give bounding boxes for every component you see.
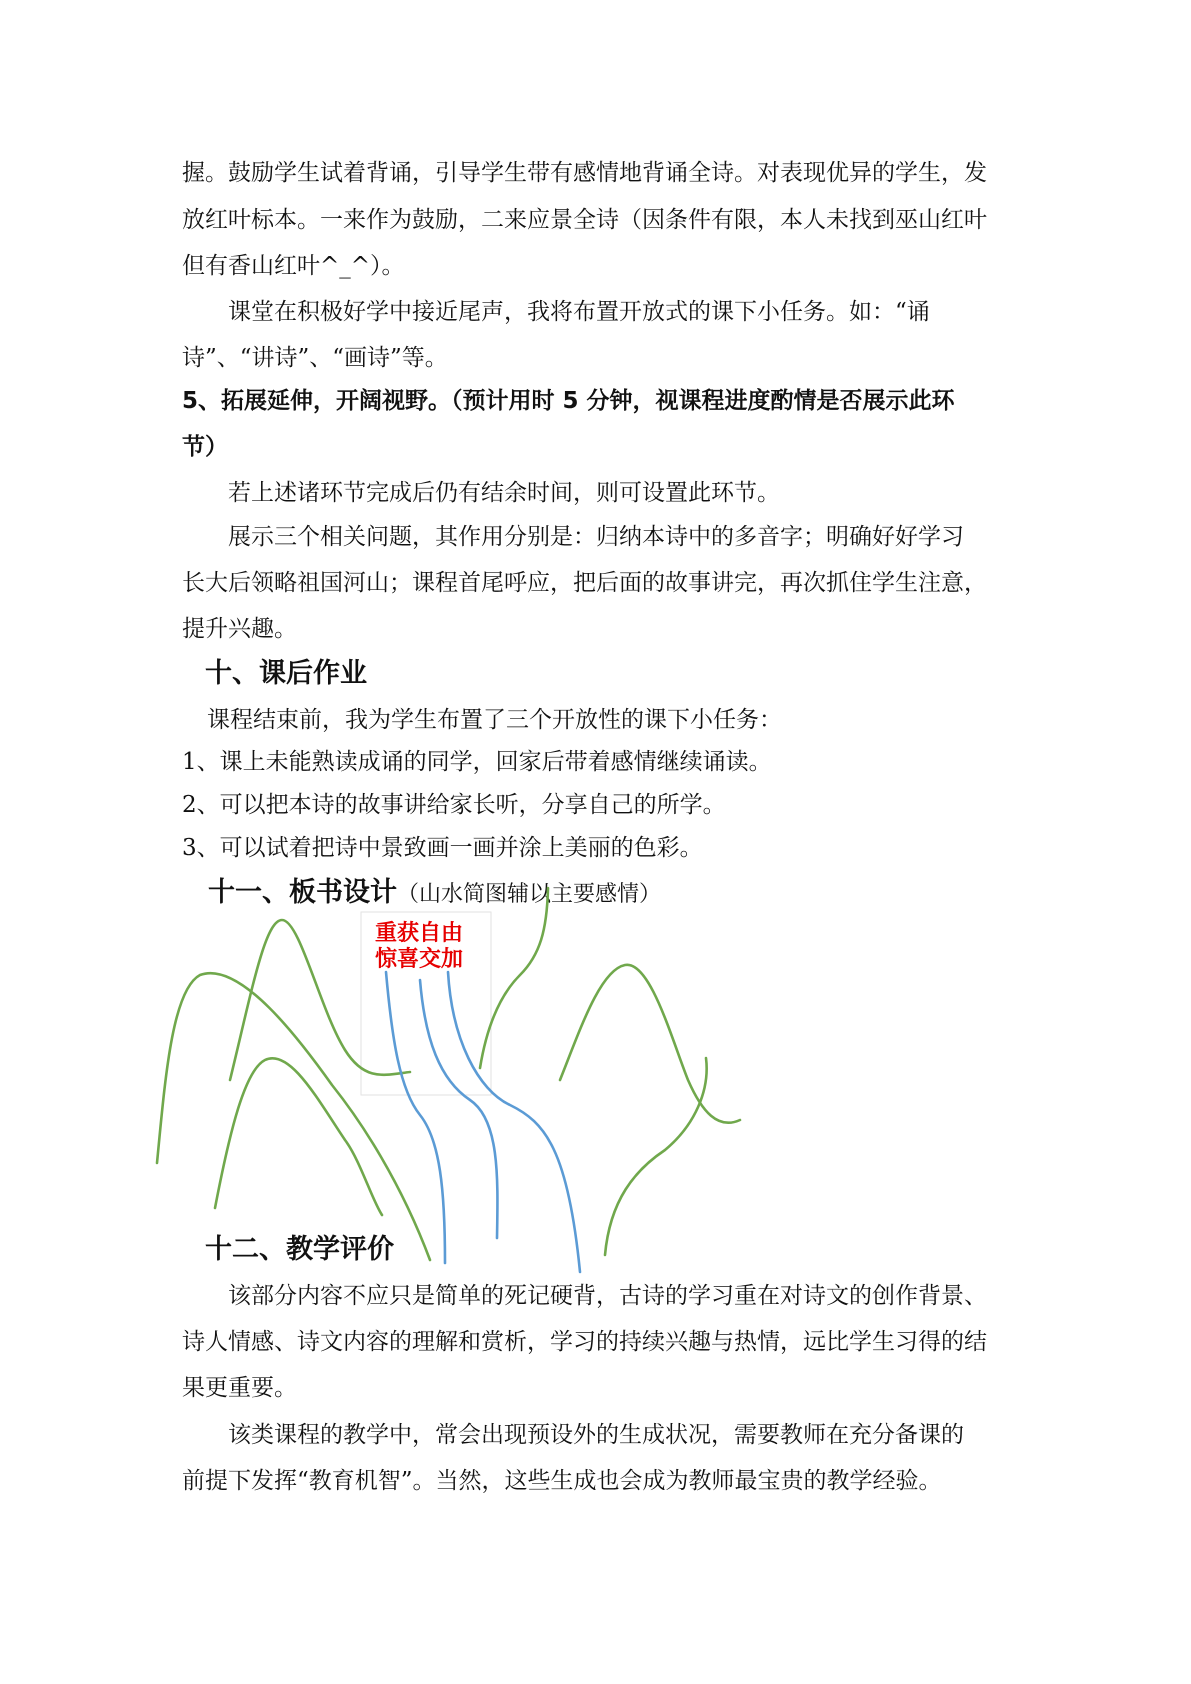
section-5-title-cont: 节） [182, 434, 228, 460]
body-text-line: 但有香山红叶^_^）。 [182, 253, 405, 279]
homework-heading: 十、课后作业 [205, 658, 367, 689]
body-text-line: 课堂在积极好学中接近尾声，我将布置开放式的课下小任务。如：“诵 [182, 299, 930, 325]
body-text-line: 果更重要。 [182, 1375, 297, 1401]
label-line-1: 重获自由 [375, 921, 464, 946]
body-text-line: 诗”、“讲诗”、“画诗”等。 [182, 345, 448, 371]
river-line [386, 972, 445, 1263]
label-line-2: 惊喜交加 [375, 947, 464, 972]
body-text-line: 提升兴趣。 [182, 616, 297, 642]
board-design-title: 十一、板书设计 [208, 877, 397, 908]
homework-item: 2、可以把本诗的故事讲给家长听，分享自己的所学。 [182, 792, 726, 818]
body-text-line: 前提下发挥“教育机智”。当然，这些生成也会成为教师最宝贵的教学经验。 [182, 1468, 942, 1494]
homework-item: 1、课上未能熟读成诵的同学，回家后带着感情继续诵读。 [182, 749, 772, 775]
body-text-line: 握。鼓励学生试着背诵，引导学生带有感情地背诵全诗。对表现优异的学生，发 [182, 160, 987, 186]
homework-intro: 课程结束前，我为学生布置了三个开放性的课下小任务： [207, 707, 782, 733]
river-line [448, 972, 580, 1272]
board-design-subtitle: （山水简图辅以主要感情） [397, 882, 662, 907]
body-text-line: 该类课程的教学中，常会出现预设外的生成状况，需要教师在充分备课的 [182, 1422, 964, 1448]
mountain-line [480, 888, 548, 1068]
homework-item: 3、可以试着把诗中景致画一画并涂上美丽的色彩。 [182, 835, 703, 861]
mountain-line [215, 1058, 382, 1215]
body-text-line: 若上述诸环节完成后仍有结余时间，则可设置此环节。 [182, 480, 780, 506]
body-text-line: 该部分内容不应只是简单的死记硬背，古诗的学习重在对诗文的创作背景、 [182, 1283, 987, 1309]
body-text-line: 放红叶标本。一来作为鼓励，二来应景全诗（因条件有限，本人未找到巫山红叶 [182, 207, 987, 233]
body-text-line: 展示三个相关问题，其作用分别是：归纳本诗中的多音字；明确好好学习 [182, 524, 964, 550]
mountain-line [560, 965, 740, 1123]
mountain-line [157, 973, 430, 1260]
body-text-line: 诗人情感、诗文内容的理解和赏析，学习的持续兴趣与热情，远比学生习得的结 [182, 1329, 987, 1355]
body-text-line: 长大后领略祖国河山；课程首尾呼应，把后面的故事讲完，再次抓住学生注意， [182, 570, 987, 596]
section-5-title: 5、拓展延伸，开阔视野。（预计用时 5 分钟，视课程进度酌情是否展示此环 [182, 388, 955, 414]
river-line [420, 980, 497, 1238]
evaluation-heading: 十二、教学评价 [205, 1234, 394, 1265]
